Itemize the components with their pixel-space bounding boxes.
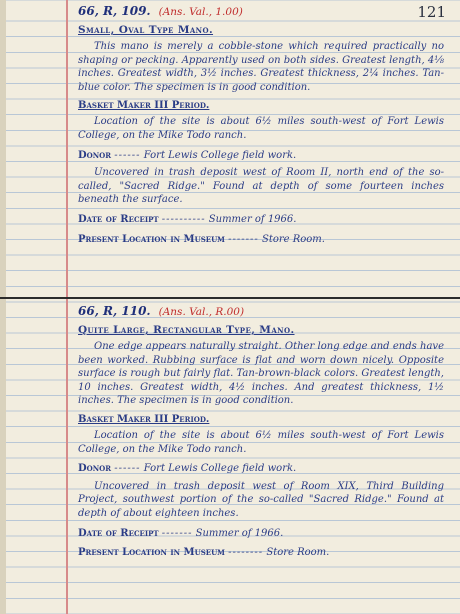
catalog-entry xyxy=(78,4,444,246)
museum-location-value: Store Room. xyxy=(266,547,330,559)
entry-divider xyxy=(0,297,460,299)
entry-header xyxy=(78,4,444,18)
receipt-label: Date of Receipt xyxy=(78,213,159,225)
site-location: Location of the site is about 6½ miles south-west of Fort Lewis College, on the Mike Todo ranch. xyxy=(78,116,444,141)
page-number: 121 xyxy=(417,3,446,21)
leader-dashes: ------ xyxy=(114,149,141,161)
museum-location-label: Present Location in Museum xyxy=(78,233,225,245)
donor-line xyxy=(78,149,444,163)
receipt-value: Summer of 1966. xyxy=(195,527,284,539)
catalog-number: 66, R, 110. xyxy=(78,304,151,318)
museum-location-line xyxy=(78,546,444,560)
page-binding xyxy=(0,0,6,614)
leader-dashes: ------ xyxy=(114,463,141,475)
margin-rule xyxy=(66,0,68,614)
museum-location-value: Store Room. xyxy=(261,233,325,245)
leader-dashes: ---------- xyxy=(161,213,206,225)
donor-line xyxy=(78,462,444,476)
donor-label: Donor xyxy=(78,149,112,161)
donor-value: Fort Lewis College field work. xyxy=(143,463,297,475)
artifact-description: This mano is merely a cobble-stone which required practically no shaping or pecking. Apparently used on both sides. Greatest length, 4⅛ inches. Greatest width, 3½ inches. Greatest thickness, 2¼ inches. Tan-blue color. The specimen is in good condition. xyxy=(78,41,444,93)
receipt-value: Summer of 1966. xyxy=(208,213,297,225)
artifact-title: Small, Oval Type Mano. xyxy=(78,24,214,36)
donor-label: Donor xyxy=(78,463,112,475)
period-heading: Basket Maker III Period. xyxy=(78,413,210,425)
receipt-line xyxy=(78,213,444,227)
catalog-entry xyxy=(78,304,444,560)
leader-dashes: -------- xyxy=(228,547,264,559)
ans-value: (Ans. Val., 1.00) xyxy=(158,6,243,18)
leader-dashes: ------- xyxy=(228,233,259,245)
museum-location-label: Present Location in Museum xyxy=(78,547,225,559)
catalog-number: 66, R, 109. xyxy=(78,4,151,18)
artifact-title: Quite Large, Rectangular Type, Mano. xyxy=(78,324,295,336)
uncovered-note: Uncovered in trash deposit west of Room II, north end of the so-called, "Sacred Ridge." Found at depth of some fourteen inches beneath the surface. xyxy=(78,167,444,206)
donor-value: Fort Lewis College field work. xyxy=(143,149,297,161)
ans-value: (Ans. Val., R.00) xyxy=(158,306,245,318)
site-location: Location of the site is about 6½ miles south-west of Fort Lewis College, on the Mike Todo ranch. xyxy=(78,429,444,455)
receipt-label: Date of Receipt xyxy=(78,527,159,539)
period-heading: Basket Maker III Period. xyxy=(78,100,210,112)
artifact-description: One edge appears naturally straight. Other long edge and ends have been worked. Rubbing surface is flat and worn down nicely. Opposite surface is rough but fairly flat. Tan-brown-black colors. Greatest length, 10 inches. Greatest width, 4½ inches. And greatest thickness, 1½ inches. The specimen is in good condition. xyxy=(78,341,444,407)
leader-dashes: ------- xyxy=(161,527,193,539)
museum-location-line xyxy=(78,233,444,247)
entry-header xyxy=(78,304,444,318)
uncovered-note: Uncovered in trash deposit west of Room XIX, Third Building Project, southwest portion of the so-called "Sacred Ridge." Found at depth of about eighteen inches. xyxy=(78,480,444,519)
receipt-line xyxy=(78,527,444,541)
